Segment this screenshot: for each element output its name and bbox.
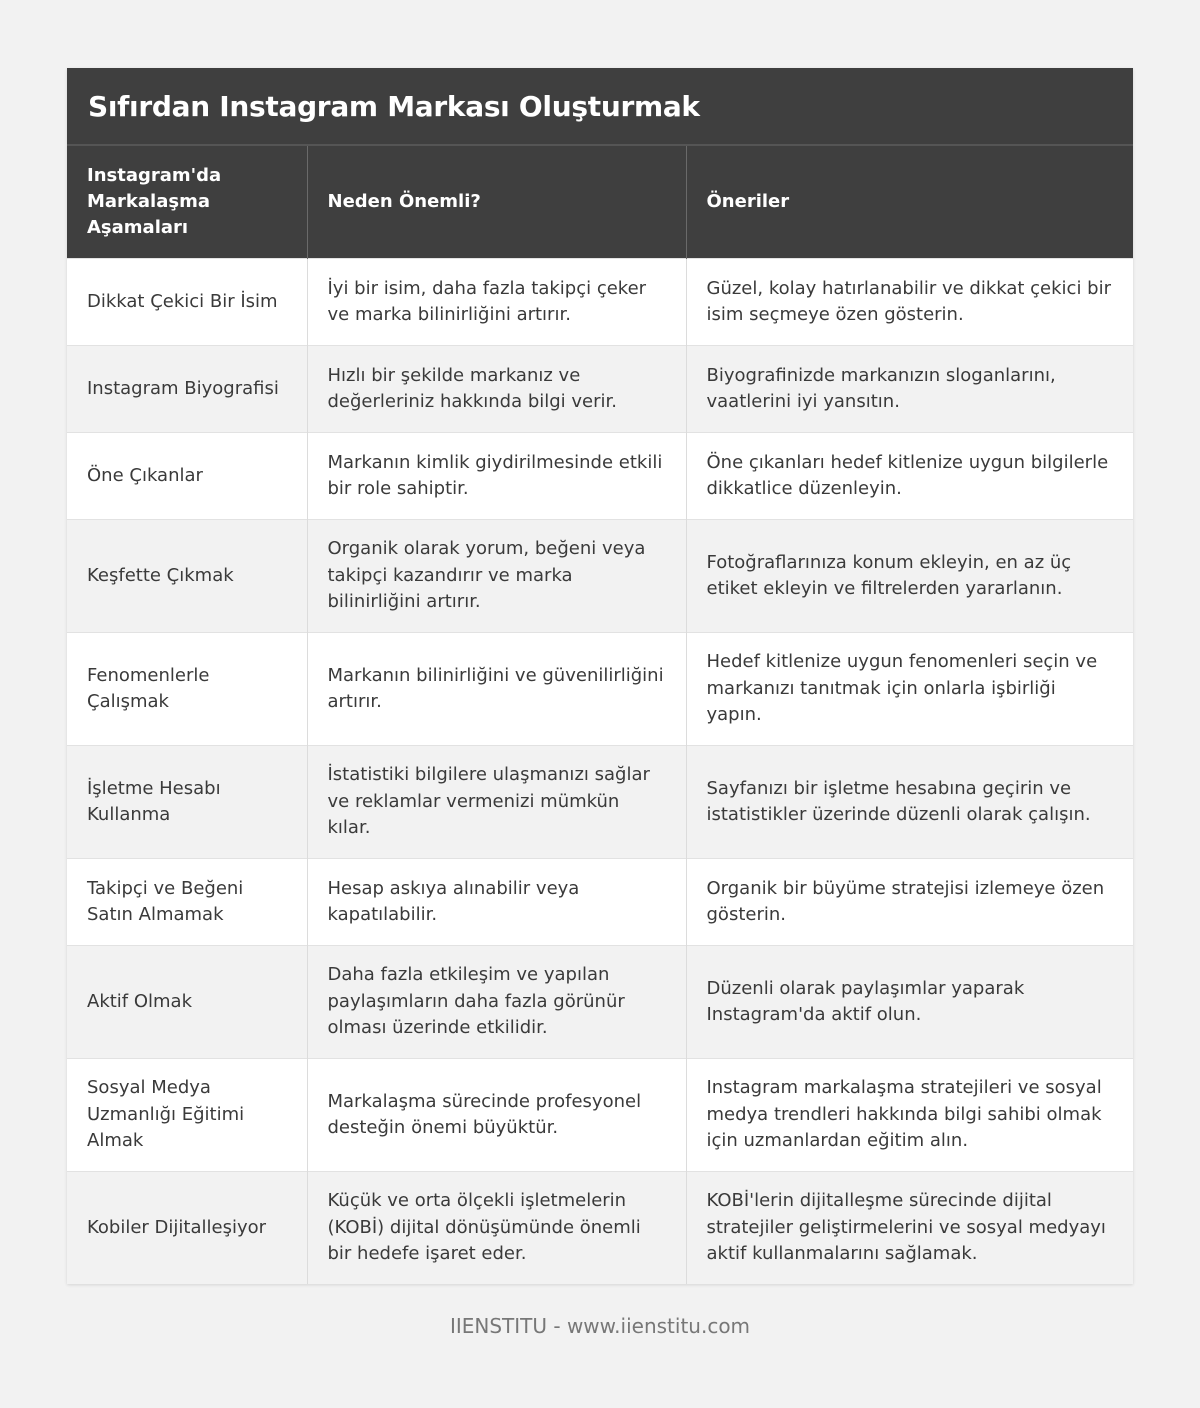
- table-row: [67, 1172, 1133, 1285]
- table-row: [67, 859, 1133, 946]
- suggestion-cell: Güzel, kolay hatırlanabilir ve dikkat çekici bir isim seçmeye özen gösterin.: [686, 259, 1133, 346]
- title-bar: [67, 68, 1133, 146]
- suggestion-cell: Öne çıkanları hedef kitlenize uygun bilgilerle dikkatlice düzenleyin.: [686, 433, 1133, 520]
- stage-cell: Aktif Olmak: [67, 946, 307, 1059]
- reason-cell: Hızlı bir şekilde markanız ve değerleriniz hakkında bilgi verir.: [307, 346, 686, 433]
- reason-cell: Küçük ve orta ölçekli işletmelerin (KOBİ) dijital dönüşümünde önemli bir hedefe işaret eder.: [307, 1172, 686, 1285]
- stage-cell: Dikkat Çekici Bir İsim: [67, 259, 307, 346]
- stage-cell: Öne Çıkanlar: [67, 433, 307, 520]
- stage-cell: Kobiler Dijitalleşiyor: [67, 1172, 307, 1285]
- suggestion-cell: Düzenli olarak paylaşımlar yaparak Instagram'da aktif olun.: [686, 946, 1133, 1059]
- branding-table: [67, 146, 1133, 1284]
- header-suggestions: Öneriler: [686, 146, 1133, 259]
- content-card: [67, 68, 1133, 1284]
- table-row: [67, 1059, 1133, 1172]
- reason-cell: Markalaşma sürecinde profesyonel desteğin önemi büyüktür.: [307, 1059, 686, 1172]
- header-why-important: Neden Önemli?: [307, 146, 686, 259]
- suggestion-cell: Sayfanızı bir işletme hesabına geçirin ve istatistikler üzerinde düzenli olarak çalışın.: [686, 746, 1133, 859]
- table-row: [67, 259, 1133, 346]
- table-row: [67, 633, 1133, 746]
- stage-cell: Fenomenlerle Çalışmak: [67, 633, 307, 746]
- stage-cell: Instagram Biyografisi: [67, 346, 307, 433]
- suggestion-cell: Fotoğraflarınıza konum ekleyin, en az üç etiket ekleyin ve filtrelerden yararlanın.: [686, 520, 1133, 633]
- reason-cell: Markanın kimlik giydirilmesinde etkili bir role sahiptir.: [307, 433, 686, 520]
- stage-cell: Sosyal Medya Uzmanlığı Eğitimi Almak: [67, 1059, 307, 1172]
- reason-cell: Organik olarak yorum, beğeni veya takipçi kazandırır ve marka bilinirliğini artırır.: [307, 520, 686, 633]
- reason-cell: Markanın bilinirliğini ve güvenilirliğini artırır.: [307, 633, 686, 746]
- page-title: Sıfırdan Instagram Markası Oluşturmak: [88, 89, 700, 123]
- header-stages: Instagram'da Markalaşma Aşamaları: [67, 146, 307, 259]
- suggestion-cell: Hedef kitlenize uygun fenomenleri seçin ve markanızı tanıtmak için onlarla işbirliği yapın.: [686, 633, 1133, 746]
- suggestion-cell: Biyografinizde markanızın sloganlarını, vaatlerini iyi yansıtın.: [686, 346, 1133, 433]
- stage-cell: İşletme Hesabı Kullanma: [67, 746, 307, 859]
- stage-cell: Takipçi ve Beğeni Satın Almamak: [67, 859, 307, 946]
- reason-cell: Hesap askıya alınabilir veya kapatılabilir.: [307, 859, 686, 946]
- table-row: [67, 746, 1133, 859]
- table-row: [67, 433, 1133, 520]
- suggestion-cell: Organik bir büyüme stratejisi izlemeye özen gösterin.: [686, 859, 1133, 946]
- suggestion-cell: KOBİ'lerin dijitalleşme sürecinde dijital stratejiler geliştirmelerini ve sosyal medyayı aktif kullanmalarını sağlamak.: [686, 1172, 1133, 1285]
- reason-cell: Daha fazla etkileşim ve yapılan paylaşımların daha fazla görünür olması üzerinde etkilidir.: [307, 946, 686, 1059]
- table-row: [67, 946, 1133, 1059]
- suggestion-cell: Instagram markalaşma stratejileri ve sosyal medya trendleri hakkında bilgi sahibi olmak için uzmanlardan eğitim alın.: [686, 1059, 1133, 1172]
- stage-cell: Keşfette Çıkmak: [67, 520, 307, 633]
- reason-cell: İyi bir isim, daha fazla takipçi çeker ve marka bilinirliğini artırır.: [307, 259, 686, 346]
- reason-cell: İstatistiki bilgilere ulaşmanızı sağlar ve reklamlar vermenizi mümkün kılar.: [307, 746, 686, 859]
- footer-credit: IIENSTITU - www.iienstitu.com: [449, 1314, 751, 1338]
- table-row: [67, 520, 1133, 633]
- table-row: [67, 346, 1133, 433]
- table-header-row: [67, 146, 1133, 259]
